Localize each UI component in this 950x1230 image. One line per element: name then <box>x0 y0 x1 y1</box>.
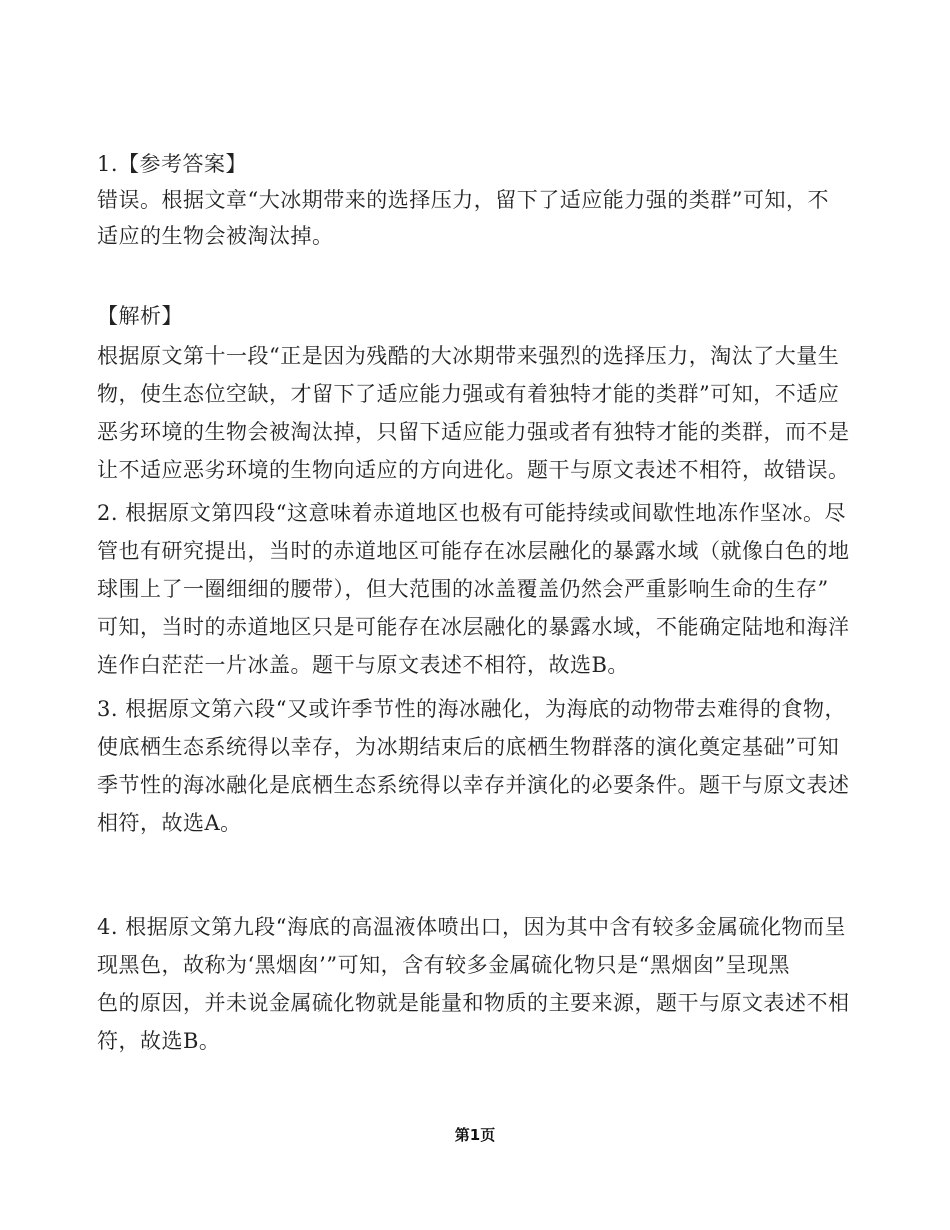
analysis-line-1: 根据原文第十一段“正是因为残酷的大冰期带来强烈的选择压力，淘汰了大量生 <box>97 344 840 368</box>
item4-line-4: 符，故选B。 <box>97 1029 221 1053</box>
item4-line-2: 现黑色，故称为‘黑烟囱’”可知，含有较多金属硫化物只是“黑烟囱”呈现黑 <box>97 953 791 977</box>
page-number: 第1页 <box>454 1126 496 1144</box>
item4-line-3: 色的原因，并未说金属硫化物就是能量和物质的主要来源，题干与原文表述不相 <box>97 991 850 1015</box>
answer-line-2: 适应的生物会被淘汰掉。 <box>97 224 334 248</box>
answer-line-1: 错误。根据文章“大冰期带来的选择压力，留下了适应能力强的类群”可知，不 <box>97 188 829 212</box>
item3-line-2: 使底栖生态系统得以幸存，为冰期结束后的底栖生物群落的演化奠定基础”可知 <box>97 735 840 759</box>
answer-heading: 1.【参考答案】 <box>97 152 248 176</box>
item2-line-2: 管也有研究提出，当时的赤道地区可能存在冰层融化的暴露水域（就像白色的地 <box>97 539 850 563</box>
item3-line-4: 相符，故选A。 <box>97 811 242 835</box>
item2-line-3: 球围上了一圈细细的腰带），但大范围的冰盖覆盖仍然会严重影响生命的生存” <box>97 577 829 601</box>
analysis-heading: 【解析】 <box>97 304 183 328</box>
item4-line-1: 4. 根据原文第九段“海底的高温液体喷出口，因为其中含有较多金属硫化物而呈 <box>97 915 846 939</box>
item2-line-1: 2. 根据原文第四段“这意味着赤道地区也极有可能持续或间歇性地冻作坚冰。尽 <box>97 501 846 525</box>
item2-line-5: 连作白茫茫一片冰盖。题干与原文表述不相符，故选B。 <box>97 653 629 677</box>
item3-line-1: 3. 根据原文第六段“又或许季节性的海冰融化，为海底的动物带去难得的食物， <box>97 697 846 721</box>
item2-line-4: 可知，当时的赤道地区只是可能存在冰层融化的暴露水域，不能确定陆地和海洋 <box>97 615 850 639</box>
analysis-line-3: 恶劣环境的生物会被淘汰掉，只留下适应能力强或者有独特才能的类群，而不是 <box>97 420 850 444</box>
analysis-line-4: 让不适应恶劣环境的生物向适应的方向进化。题干与原文表述不相符，故错误。 <box>97 458 850 482</box>
item3-line-3: 季节性的海冰融化是底栖生态系统得以幸存并演化的必要条件。题干与原文表述 <box>97 773 850 797</box>
analysis-line-2: 物，使生态位空缺，才留下了适应能力强或有着独特才能的类群”可知，不适应 <box>97 382 840 406</box>
